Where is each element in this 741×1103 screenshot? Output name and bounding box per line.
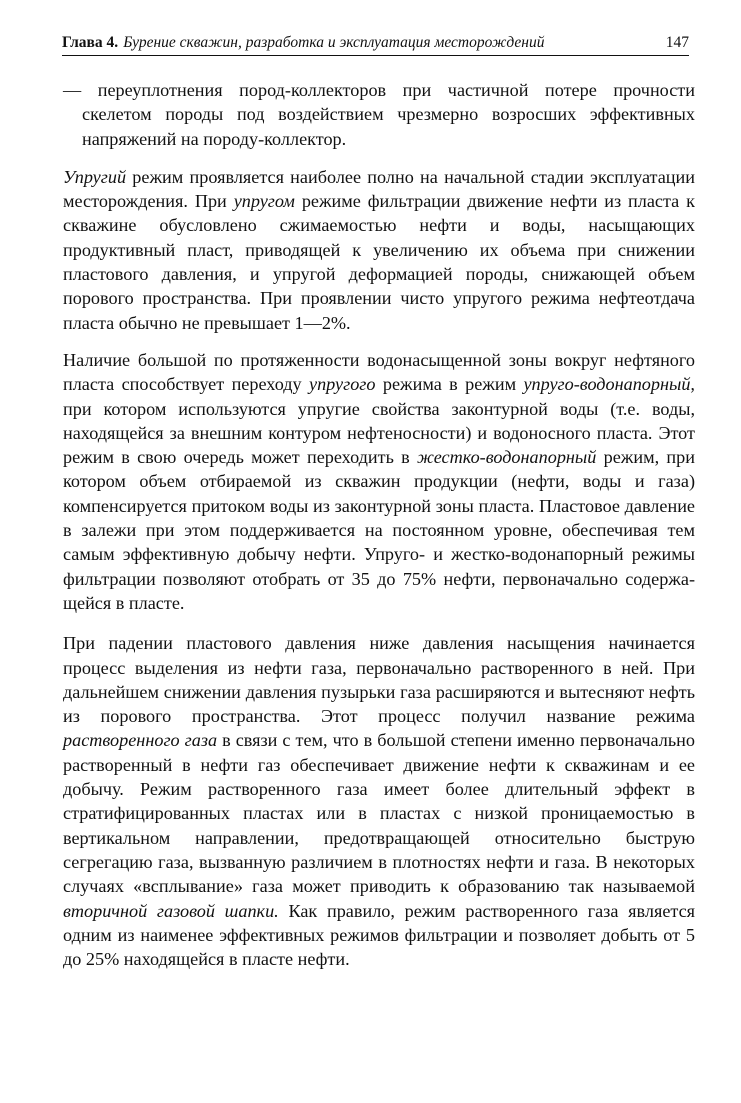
chapter-title: Бурение скважин, разработка и эксплуатация месторождений bbox=[123, 34, 545, 51]
dash-list-item bbox=[63, 78, 695, 151]
term-elastic: Упругий bbox=[63, 166, 127, 187]
page-body bbox=[63, 78, 695, 984]
term-dissolved-gas: растворенного газа bbox=[63, 730, 218, 751]
chapter-number: Глава 4. bbox=[62, 34, 119, 51]
paragraph-dissolved-gas bbox=[63, 631, 695, 971]
paragraph-water-drive bbox=[63, 348, 695, 615]
dash-item-text: — переуплотнения пород-коллекторов при частичной потере прочности скелетом породы под воздействием чрезмерно возросших эффективных напряжений на породу-коллектор. bbox=[63, 80, 695, 149]
paragraph-text: режиме фильтрации движение нефти из пласта к скважине обусловлено сжимаемостью нефти и воды, насыщающих продуктивный пласт, приводящей к увеличению их объема при снижении пластового давления, и упругой деформацией породы, снижающей объем порового пространства. При проявлении чисто упругого режима нефтеотдача пласта обычно не превышает 1—2%. bbox=[63, 191, 695, 333]
paragraph-text: при котором используются упругие свойства законтурной воды (т.е. воды, находящейся за внешним контуром нефтеносности) и водоносного пласта. Этот режим в свою очередь может переходить в bbox=[63, 398, 695, 468]
paragraph-text: Наличие большой по протяженности водонасыщенной зоны вокруг нефтяного пласта способствует переходу bbox=[63, 349, 695, 395]
page-number: 147 bbox=[665, 34, 689, 51]
term-elastic-2: упругом bbox=[233, 191, 295, 212]
term-elastic-water-drive: упруго-водонапорный, bbox=[523, 374, 695, 395]
paragraph-text: в связи с тем, что в большой степени именно первоначально растворенный в нефти газ обеспечивает движение нефти к скважинам и ее добычу. Режим растворенного газа имеет более длительный эффект в стратифицированных пластах или в пластах с низкой проницаемостью в вертикальном направлении, предотвращающей относительно быструю сегрегацию газа, вызванную различием в плотностях нефти и газа. В некоторых случаях «всплывание» газа может приводить к образованию так называемой bbox=[63, 730, 695, 897]
paragraph-text: Как правило, режим растворенного газа является одним из наименее эффективных режимов фильтрации и позволяет добыть от 5 до 25% находящейся в пласте нефти. bbox=[63, 900, 696, 970]
paragraph-elastic-regime bbox=[63, 165, 695, 335]
paragraph-text: режим проявляется наиболее полно на начальной стадии эксплуатации месторождения. При bbox=[63, 166, 695, 212]
term-secondary-gas-cap: вторичной газовой шапки. bbox=[63, 900, 279, 921]
paragraph-text: режима в режим bbox=[375, 374, 524, 395]
paragraph-text: При падении пластового давления ниже давления насыщения начинается процесс выделения из нефти газа, первоначально растворенного в ней. При дальнейшем снижении давления пузырьки газа расширяются и вытесняют нефть из порового пространства. Этот процесс получил название режима bbox=[63, 633, 695, 727]
term-rigid-water-drive: жестко-водонапорный bbox=[417, 447, 597, 468]
running-header bbox=[62, 33, 689, 56]
term-elastic-3: упругого bbox=[309, 374, 376, 395]
paragraph-text: режим, при котором объем отбираемой из скважин продукции (нефти, воды и газа) компенсируется притоком воды из законтурной зоны пласта. Пластовое давление в залежи при этом поддерживается на постоянном уровне, обеспечивая тем самым эффективную добычу нефти. Упруго- и жестко-водонапорный режимы фильтрации позволяют отобрать от 35 до 75% нефти, первоначально содержащейся в пласте. bbox=[63, 447, 695, 613]
